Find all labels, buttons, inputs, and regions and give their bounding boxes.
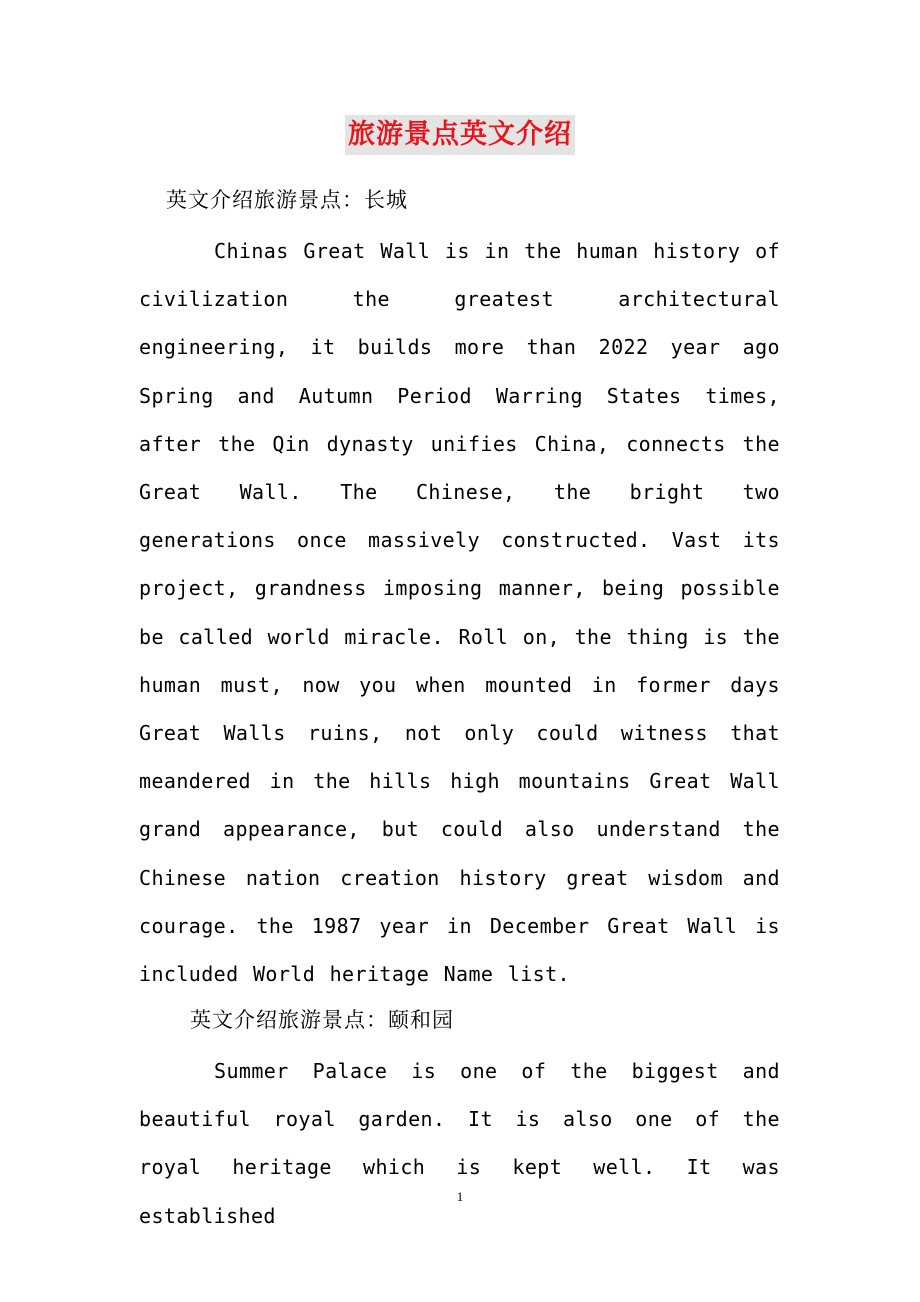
page-number: 1 [456,1189,464,1204]
section-heading-summer-palace: 英文介绍旅游景点：颐和园 [190,1008,454,1032]
section-paragraph-summer-palace: Summer Palace is one of the biggest and beautiful royal garden. It is also one of the royal heritage which is kept well. It was established [139,1059,780,1228]
section-heading-great-wall: 英文介绍旅游景点：长城 [166,188,408,212]
document-title-block [0,115,920,158]
document-title: 旅游景点英文介绍 [345,115,575,155]
section-paragraph-great-wall: Chinas Great Wall is in the human history of civilization the greatest architectural engineering, it builds more than 2022 year ago Spring and Autumn Period Warring States times, after the Qin dynasty unifies China, connects the Great Wall. The Chinese, the bright two generations once massively constructed. Vast its project, grandness imposing manner, being possible be called world miracle. Roll on, the thing is the human must, now you when mounted in former days Great Walls ruins, not only could witness that meandered in the hills high mountains Great Wall grand appearance, but could also understand the Chinese nation creation history great wisdom and courage. the 1987 year in December Great Wall is included World heritage Name list. [139,239,780,987]
